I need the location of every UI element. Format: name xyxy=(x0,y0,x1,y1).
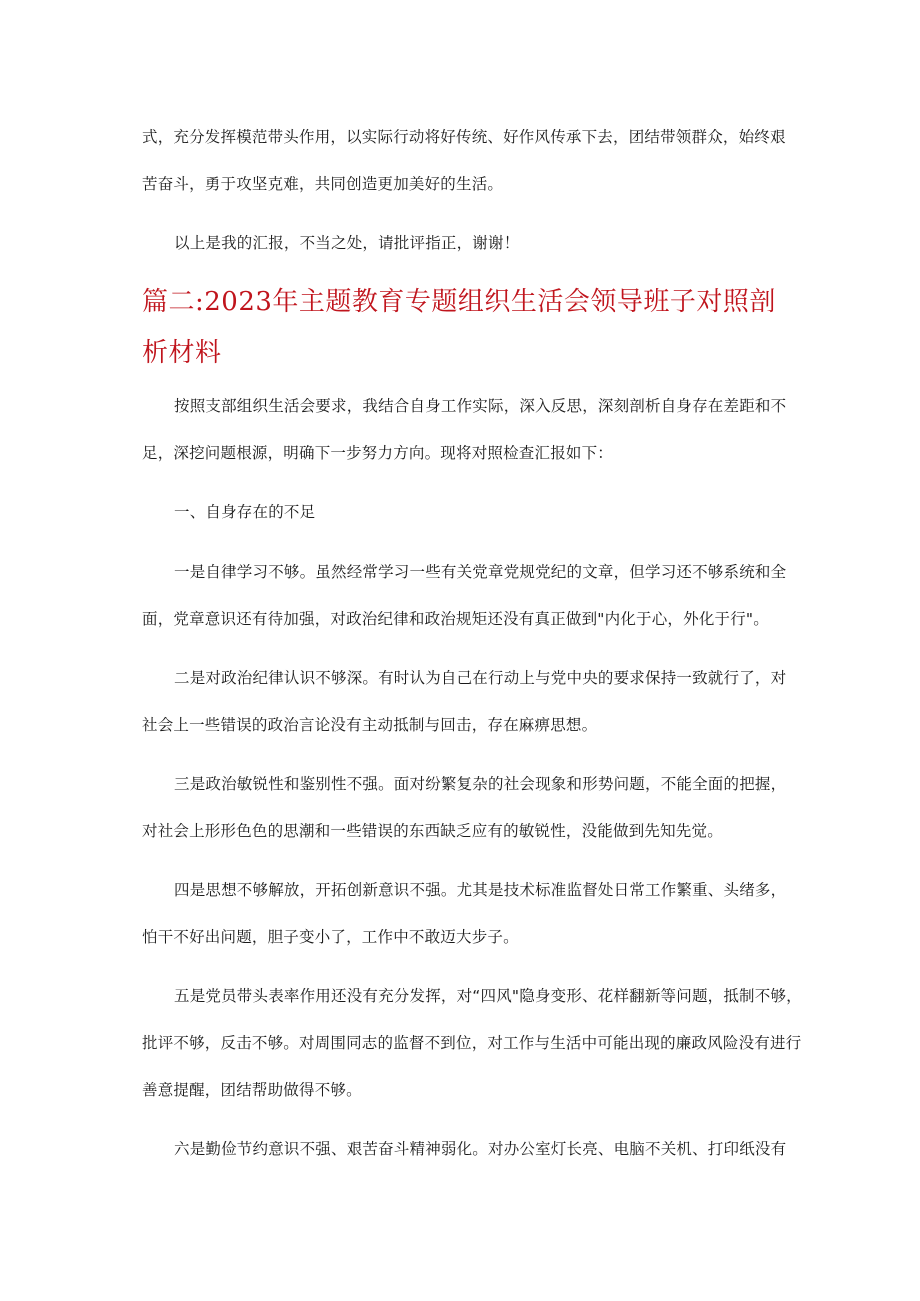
item3-line-1: 三是政治敏锐性和鉴别性不强。面对纷繁复杂的社会现象和形势问题，不能全面的把握， xyxy=(174,775,787,793)
intro-line-2: 足，深挖问题根源，明确下一步努力方向。现将对照检查汇报如下： xyxy=(142,444,614,462)
item2-line-2: 社会上一些错误的政治言论没有主动抵制与回击，存在麻痹思想。 xyxy=(142,716,598,734)
section-heading-line-1: 篇二:2023年主题教育专题组织生活会领导班子对照剖 xyxy=(142,287,776,317)
intro-line-1: 按照支部组织生活会要求，我结合自身工作实际，深入反思，深刻剖析自身存在差距和不 xyxy=(174,397,787,415)
item4-line-2: 怕干不好出问题，胆子变小了，工作中不敢迈大步子。 xyxy=(142,928,519,946)
item1-line-1: 一是自律学习不够。虽然经常学习一些有关党章党规党纪的文章，但学习还不够系统和全 xyxy=(174,563,787,581)
closing-paragraph: 以上是我的汇报，不当之处，请批评指正，谢谢！ xyxy=(174,234,520,252)
item1-line-2: 面，党章意识还有待加强，对政治纪律和政治规矩还没有真正做到"内化于心，外化于行"。 xyxy=(142,610,769,628)
item2-line-1: 二是对政治纪律认识不够深。有时认为自己在行动上与党中央的要求保持一致就行了，对 xyxy=(174,669,787,687)
subsection-title: 一、自身存在的不足 xyxy=(174,503,316,521)
continuation-line-1: 式，充分发挥模范带头作用，以实际行动将好传统、好作风传承下去，团结带领群众，始终艰 xyxy=(142,128,786,146)
item5-line-1: 五是党员带头表率作用还没有充分发挥，对“四风"隐身变形、花样翻新等问题，抵制不够， xyxy=(174,987,802,1005)
item3-line-2: 对社会上形形色色的思潮和一些错误的东西缺乏应有的敏锐性，没能做到先知先觉。 xyxy=(142,822,723,840)
item4-line-1: 四是思想不够解放，开拓创新意识不强。尤其是技术标准监督处日常工作繁重、头绪多， xyxy=(174,881,787,899)
item5-line-2: 批评不够，反击不够。对周围同志的监督不到位，对工作与生活中可能出现的廉政风险没有进行 xyxy=(142,1034,802,1052)
item5-line-3: 善意提醒，团结帮助做得不够。 xyxy=(142,1081,362,1099)
section-heading-line-2: 析材料 xyxy=(142,338,222,368)
continuation-line-2: 苦奋斗，勇于攻坚克难，共同创造更加美好的生活。 xyxy=(142,175,504,193)
item6-line-1: 六是勤俭节约意识不强、艰苦奋斗精神弱化。对办公室灯长亮、电脑不关机、打印纸没有 xyxy=(174,1140,787,1158)
